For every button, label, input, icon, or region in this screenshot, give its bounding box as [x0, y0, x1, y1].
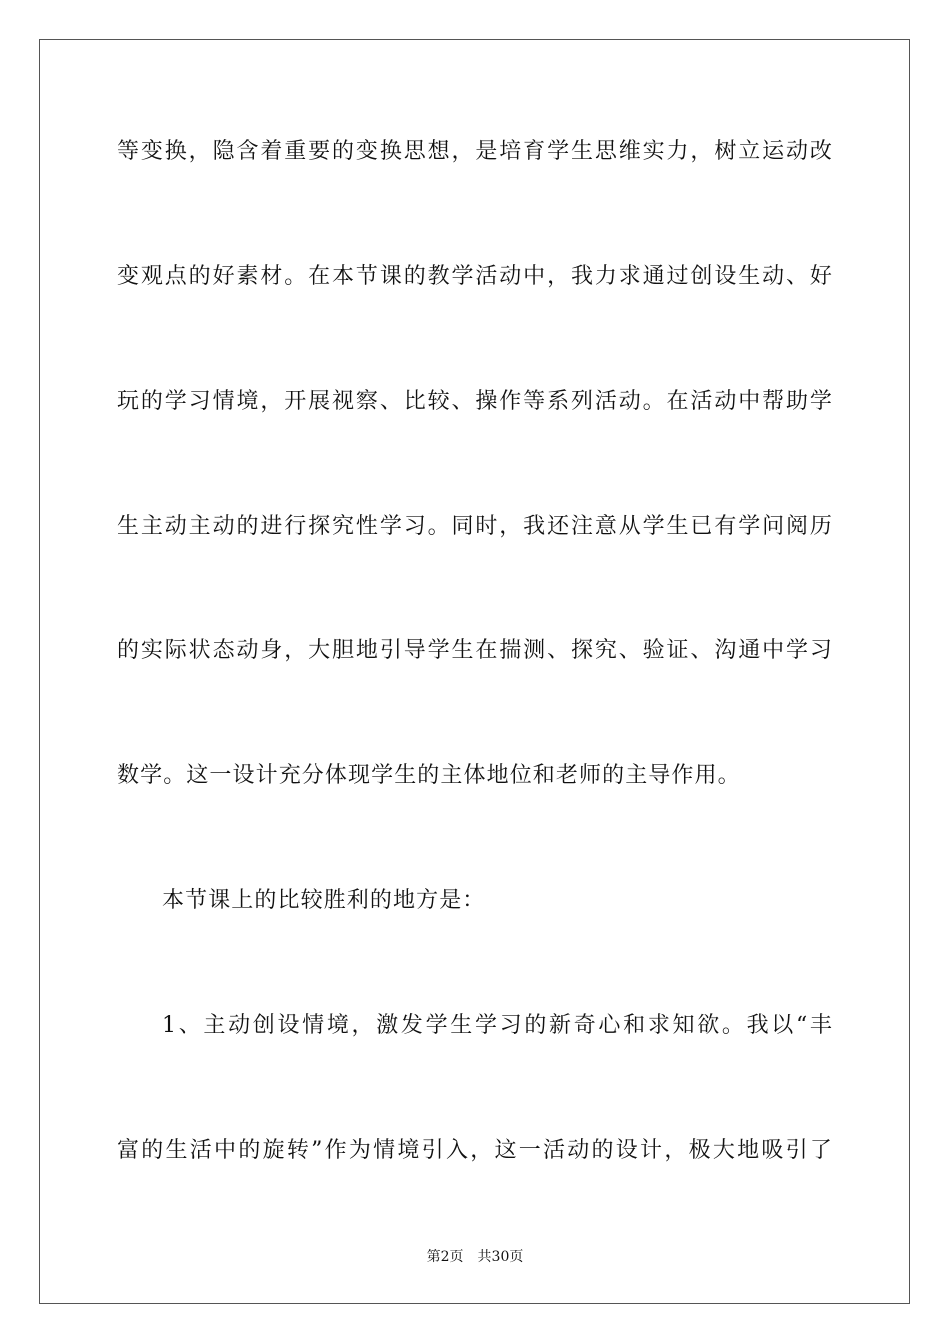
body-line-2: 变观点的好素材。在本节课的教学活动中，我力求通过创设生动、好 — [117, 264, 833, 289]
body-line-6: 数学。这一设计充分体现学生的主体地位和老师的主导作用。 — [117, 763, 741, 788]
body-line-1: 等变换，隐含着重要的变换思想，是培育学生思维实力，树立运动改 — [117, 139, 833, 164]
section-heading: 本节课上的比较胜利的地方是： — [162, 888, 486, 913]
page-footer — [0, 1247, 950, 1267]
body-line-3: 玩的学习情境，开展视察、比较、操作等系列活动。在活动中帮助学 — [117, 389, 833, 414]
page-number: 第2页 — [426, 1249, 464, 1265]
body-line-4: 生主动主动的进行探究性学习。同时，我还注意从学生已有学问阅历 — [117, 514, 833, 539]
page-frame — [39, 39, 910, 1304]
body-line-9: 富的生活中的旋转”作为情境引入，这一活动的设计，极大地吸引了 — [117, 1138, 833, 1163]
page-total: 共30页 — [477, 1249, 524, 1265]
body-line-8: 1、主动创设情境，激发学生学习的新奇心和求知欲。我以“丰 — [162, 1013, 833, 1038]
body-line-5: 的实际状态动身，大胆地引导学生在揣测、探究、验证、沟通中学习 — [117, 638, 833, 663]
